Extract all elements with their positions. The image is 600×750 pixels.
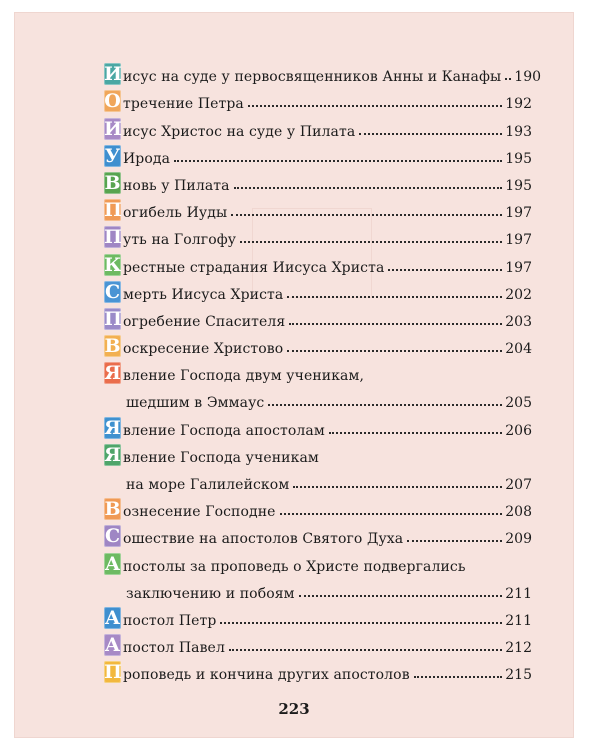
toc-entry — [104, 629, 532, 656]
toc-entry-title: заключению и побоям — [126, 585, 295, 602]
drop-cap-initial: О — [104, 90, 121, 113]
toc-entry — [104, 303, 532, 330]
toc-entry-title: постол Петр — [123, 612, 217, 629]
toc-entry-title: оскресение Христово — [123, 341, 284, 358]
dot-leader — [289, 323, 502, 325]
toc-entry — [104, 547, 532, 601]
toc-line — [104, 493, 532, 520]
dot-leader — [329, 432, 502, 434]
dot-leader — [388, 269, 502, 271]
toc-entry-title: исус на суде у первосвященников Анны и Канафы — [123, 69, 502, 86]
dot-leader — [231, 214, 502, 216]
page-number: 223 — [278, 700, 310, 718]
drop-cap-initial: Я — [104, 416, 121, 439]
drop-cap-initial: К — [104, 253, 122, 276]
dot-leader — [229, 649, 502, 651]
dot-leader — [174, 160, 502, 162]
drop-cap-initial: П — [104, 226, 122, 249]
dot-leader — [220, 622, 502, 624]
toc-entry-title: Ирода — [123, 150, 171, 167]
toc-line — [104, 167, 532, 194]
toc-entry — [104, 221, 532, 248]
toc-line — [104, 602, 532, 629]
toc-page-number: 197 — [505, 259, 532, 276]
toc-line — [104, 276, 532, 303]
toc-line — [104, 58, 542, 86]
toc-page-number: 190 — [514, 69, 542, 86]
drop-cap-initial: С — [104, 525, 121, 548]
dot-leader — [299, 595, 503, 597]
toc-entry-title: роповедь и кончина других апостолов — [123, 667, 410, 684]
toc-page-number: 215 — [505, 667, 532, 684]
drop-cap-initial: С — [104, 280, 121, 303]
dot-leader — [287, 350, 502, 352]
drop-cap-initial: А — [104, 606, 121, 629]
toc-entry-title: шедшим в Эммаус — [126, 395, 265, 412]
toc-entry — [104, 248, 532, 275]
drop-cap-initial: П — [104, 199, 122, 222]
toc-line — [104, 547, 532, 574]
toc-line-continuation — [104, 466, 532, 493]
drop-cap-initial: П — [104, 307, 122, 330]
toc-entry — [104, 276, 532, 303]
toc-entry-title: огребение Спасителя — [123, 313, 286, 330]
dot-leader — [414, 676, 503, 678]
dot-leader — [248, 105, 502, 107]
toc-page-number: 203 — [505, 313, 532, 330]
toc-entry — [104, 602, 532, 629]
toc-line — [104, 140, 532, 167]
toc-entry-title: ошествие на апостолов Святого Духа — [123, 531, 404, 548]
toc-entry — [104, 520, 532, 547]
drop-cap-initial: В — [104, 171, 121, 194]
toc-entry-title: постолы за проповедь о Христе подвергались — [123, 558, 466, 575]
toc-entry-title: рестные страдания Иисуса Христа — [123, 259, 385, 276]
toc-entry-title: ознесение Господне — [123, 504, 276, 521]
drop-cap-initial: Я — [104, 362, 121, 385]
drop-cap-initial: И — [104, 63, 122, 86]
toc-entry-title: вление Господа ученикам — [123, 449, 319, 466]
toc-page-number: 204 — [505, 341, 532, 358]
dot-leader — [287, 296, 502, 298]
toc-line — [104, 520, 532, 547]
toc-entry-title: на море Галилейском — [126, 477, 290, 493]
toc-line — [104, 112, 532, 139]
dot-leader — [268, 404, 502, 406]
toc-line-continuation — [104, 575, 532, 602]
toc-entry-title: тречение Петра — [123, 96, 244, 113]
toc-entry — [104, 112, 532, 139]
toc-entry-title: вление Господа двум ученикам, — [123, 368, 365, 385]
drop-cap-initial: П — [104, 661, 122, 684]
toc-entry — [104, 357, 532, 411]
drop-cap-initial: В — [104, 335, 121, 358]
drop-cap-initial: У — [104, 144, 121, 167]
toc-line — [104, 248, 532, 275]
toc-entry-title: исус Христос на суде у Пилата — [123, 123, 356, 140]
toc-page-number: 197 — [505, 232, 532, 249]
toc-line — [104, 330, 532, 357]
toc-page-number: 193 — [505, 123, 532, 140]
toc-entry — [104, 656, 532, 683]
toc-entry-title: постол Павел — [123, 640, 225, 657]
toc-page-number: 211 — [505, 612, 532, 629]
toc-entry — [104, 167, 532, 194]
toc-entry — [104, 140, 532, 167]
toc-entry — [104, 493, 532, 520]
toc-entry-title: новь у Пилата — [123, 177, 230, 194]
toc-page-number: 206 — [505, 422, 532, 439]
toc-entry — [104, 411, 532, 438]
dot-leader — [293, 486, 502, 488]
toc-page-number: 205 — [505, 395, 532, 412]
toc-page-number: 207 — [505, 477, 532, 493]
toc-line — [104, 439, 532, 466]
toc-entry — [104, 85, 532, 112]
toc-entry — [104, 194, 532, 221]
drop-cap-initial: В — [104, 498, 121, 521]
toc-line-continuation — [104, 384, 532, 411]
toc-line — [104, 411, 532, 438]
drop-cap-initial: И — [104, 117, 122, 140]
book-page — [14, 12, 574, 738]
toc-entry-title: огибель Иуды — [123, 205, 228, 222]
toc-page-number: 195 — [505, 177, 532, 194]
toc-entry — [104, 330, 532, 357]
toc-line — [104, 221, 532, 248]
toc-entry-title: вление Господа апостолам — [123, 422, 325, 439]
toc-page-number: 209 — [505, 531, 532, 548]
toc-page-number: 202 — [505, 286, 532, 303]
toc-page-number: 197 — [505, 205, 532, 222]
toc-entry — [104, 439, 532, 493]
toc-page-number: 212 — [505, 640, 532, 657]
drop-cap-initial: А — [104, 552, 121, 575]
toc-line — [104, 85, 532, 112]
toc-entry-title: мерть Иисуса Христа — [123, 286, 284, 303]
toc-entry — [104, 58, 542, 86]
dot-leader — [505, 78, 511, 80]
dot-leader — [280, 513, 503, 515]
toc-page-number: 192 — [505, 96, 532, 113]
toc-page-number: 208 — [505, 504, 532, 521]
toc-page-number: 211 — [505, 585, 532, 602]
toc-line — [104, 656, 532, 683]
toc-line — [104, 629, 532, 656]
drop-cap-initial: Я — [104, 443, 121, 466]
toc-entry-title: уть на Голгофу — [123, 232, 237, 249]
dot-leader — [407, 540, 502, 542]
drop-cap-initial: А — [104, 634, 121, 657]
table-of-contents — [104, 58, 542, 684]
toc-line — [104, 194, 532, 221]
dot-leader — [234, 187, 503, 189]
dot-leader — [359, 133, 502, 135]
toc-page-number: 195 — [505, 150, 532, 167]
toc-line — [104, 303, 532, 330]
dot-leader — [240, 241, 502, 243]
toc-line — [104, 357, 532, 384]
